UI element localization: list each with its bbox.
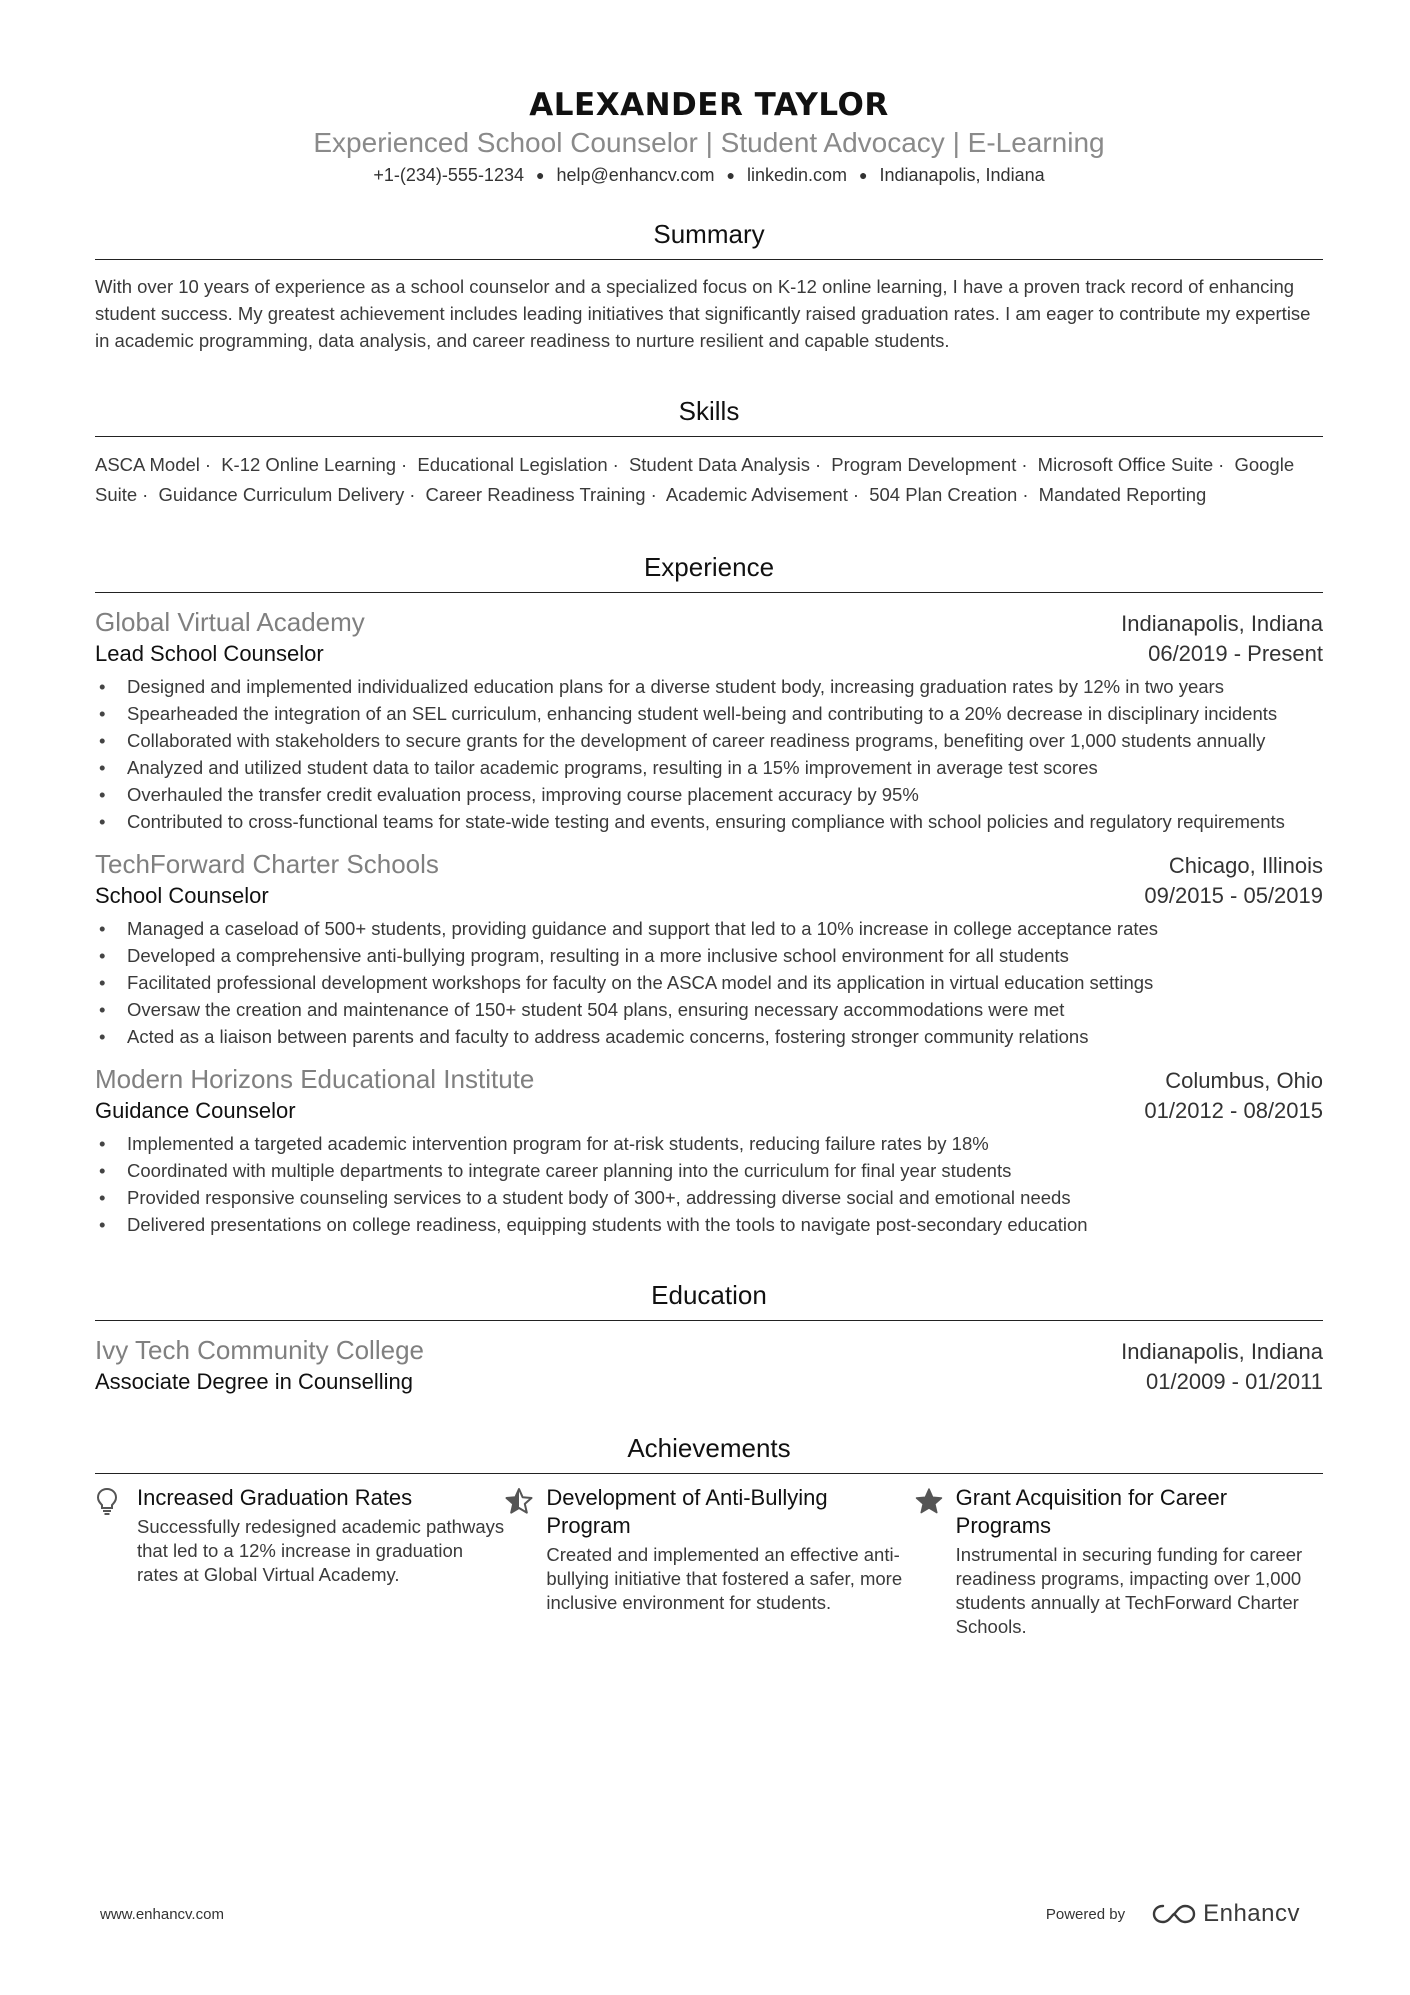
lightbulb-icon (95, 1484, 137, 1639)
education-dates: 01/2009 - 01/2011 (1146, 1369, 1323, 1394)
resume-header (95, 0, 1323, 189)
achievement-title: Increased Graduation Rates (137, 1485, 413, 1510)
list-item: • Spearheaded the integration of an SEL curriculum, enhancing student well-being and contributing to a 20% decrease in disciplinary incidents (95, 700, 1323, 727)
section-title-skills: Skills (678, 396, 740, 426)
school-location: Indianapolis, Indiana (1121, 1339, 1323, 1364)
skill-item: Student Data Analysis (628, 454, 810, 475)
contact-info (95, 162, 1323, 189)
section-title-summary: Summary (653, 219, 765, 249)
job-title: School Counselor (95, 883, 269, 908)
job-bullets (95, 1130, 1323, 1238)
achievement-title: Development of Anti-Bullying Program (546, 1485, 828, 1538)
skill-item: Guidance Curriculum Delivery (158, 484, 405, 505)
star-outline-icon (504, 1484, 546, 1639)
achievement-item (504, 1484, 913, 1639)
skill-item: Program Development (831, 454, 1017, 475)
skill-item: Career Readiness Training (425, 484, 646, 505)
contact-location: Indianapolis, Indiana (879, 165, 1045, 185)
job-location: Columbus, Ohio (1165, 1068, 1323, 1093)
achievement-item (914, 1484, 1323, 1639)
skills-list (95, 450, 1323, 510)
section-divider (95, 592, 1323, 593)
job-dates: 01/2012 - 08/2015 (1144, 1098, 1323, 1123)
skill-item: K-12 Online Learning (221, 454, 397, 475)
company-name: Global Virtual Academy (95, 607, 365, 637)
candidate-name: ALEXANDER TAYLOR (529, 87, 889, 123)
skill-item: Microsoft Office Suite (1037, 454, 1214, 475)
section-title-achievements: Achievements (627, 1433, 791, 1463)
bullet-separator: ● (859, 167, 868, 183)
list-item: • Overhauled the transfer credit evaluation process, improving course placement accuracy by 95% (95, 781, 1323, 808)
achievement-title: Grant Acquisition for Career Programs (955, 1485, 1228, 1538)
experience-section (95, 550, 1323, 1238)
skill-separator: · (1022, 484, 1029, 505)
skill-item: Google Suite (95, 454, 1295, 505)
job-location: Indianapolis, Indiana (1121, 611, 1323, 636)
list-item: • Analyzed and utilized student data to tailor academic programs, resulting in a 15% improvement in average test scores (95, 754, 1323, 781)
list-item: • Oversaw the creation and maintenance of 150+ student 504 plans, ensuring necessary accommodations were met (95, 996, 1323, 1023)
achievement-description: Created and implemented an effective anti-bullying initiative that fostered a safer, more inclusive environment for students. (546, 1544, 903, 1613)
list-item: • Contributed to cross-functional teams for state-wide testing and events, ensuring compliance with school policies and regulatory requirements (95, 808, 1323, 835)
skill-separator: · (1218, 454, 1225, 475)
footer-website-link[interactable]: www.enhancv.com (100, 1905, 224, 1923)
summary-text: With over 10 years of experience as a school counselor and a specialized focus on K-12 online learning, I have a proven track record of enhancing student success. My greatest achievement includes leading initiatives that significantly raised graduation rates. I am eager to contribute my expertise in academic programming, data analysis, and career readiness to nurture resilient and capable students. (95, 276, 1311, 351)
section-divider (95, 1473, 1323, 1474)
skill-separator: · (142, 484, 149, 505)
contact-linkedin: linkedin.com (746, 165, 847, 185)
section-divider (95, 436, 1323, 437)
job-entry (95, 847, 1323, 1050)
education-entry (95, 1333, 1323, 1397)
skill-item: Academic Advisement (665, 484, 848, 505)
section-divider (95, 259, 1323, 260)
skill-separator: · (612, 454, 619, 475)
skill-separator: · (814, 454, 822, 475)
skill-separator: · (1021, 454, 1028, 475)
skill-separator: · (401, 454, 408, 475)
list-item: • Designed and implemented individualized education plans for a diverse student body, increasing graduation rates by 12% in two years (95, 673, 1323, 700)
footer-branding (1046, 1900, 1300, 1928)
bullet-separator: ● (726, 167, 735, 183)
list-item: • Implemented a targeted academic intervention program for at-risk students, reducing failure rates by 18% (95, 1130, 1323, 1157)
skill-item: ASCA Model (95, 454, 200, 475)
list-item: • Acted as a liaison between parents and faculty to address academic concerns, fostering stronger community relations (95, 1023, 1323, 1050)
achievement-item (95, 1484, 504, 1639)
contact-email: help@enhancv.com (556, 165, 715, 185)
contact-phone: +1-(234)-555-1234 (373, 165, 524, 185)
company-name: TechForward Charter Schools (95, 849, 439, 879)
list-item: • Managed a caseload of 500+ students, providing guidance and support that led to a 10% increase in college acceptance rates (95, 915, 1323, 942)
skill-separator: · (852, 484, 860, 505)
achievement-description: Instrumental in securing funding for career readiness programs, impacting over 1,000 students annually at TechForward Charter Schools. (955, 1544, 1303, 1637)
skill-separator: · (650, 484, 657, 505)
resume-page (95, 0, 1323, 1639)
achievement-description: Successfully redesigned academic pathways that led to a 12% increase in graduation rates at Global Virtual Academy. (137, 1516, 505, 1585)
job-title: Lead School Counselor (95, 641, 324, 666)
list-item: • Delivered presentations on college readiness, equipping students with the tools to navigate post-secondary education (95, 1211, 1323, 1238)
job-entry (95, 605, 1323, 835)
star-filled-icon (914, 1484, 956, 1639)
achievements-section (95, 1431, 1323, 1639)
job-dates: 06/2019 - Present (1148, 641, 1323, 666)
powered-by-label: Powered by (1045, 1905, 1126, 1923)
skill-item: Mandated Reporting (1038, 484, 1207, 505)
list-item: • Collaborated with stakeholders to secure grants for the development of career readiness programs, benefiting over 1,000 students annually (95, 727, 1323, 754)
page-footer (100, 1900, 1300, 1928)
job-entry (95, 1062, 1323, 1238)
skill-separator: · (204, 454, 212, 475)
education-section (95, 1278, 1323, 1397)
job-title: Guidance Counselor (95, 1098, 296, 1123)
job-location: Chicago, Illinois (1168, 853, 1323, 878)
job-list (95, 605, 1323, 1238)
job-bullets (95, 915, 1323, 1050)
degree: Associate Degree in Counselling (95, 1369, 413, 1394)
job-dates: 09/2015 - 05/2019 (1144, 883, 1323, 908)
list-item: • Coordinated with multiple departments to integrate career planning into the curriculum for final year students (95, 1157, 1323, 1184)
section-title-education: Education (651, 1280, 767, 1310)
bullet-separator: ● (535, 167, 545, 183)
list-item: • Provided responsive counseling services to a student body of 300+, addressing diverse social and emotional needs (95, 1184, 1323, 1211)
skills-section (95, 394, 1323, 510)
skill-item: 504 Plan Creation (869, 484, 1018, 505)
section-title-experience: Experience (643, 552, 775, 582)
list-item: • Facilitated professional development workshops for faculty on the ASCA model and its application in virtual education settings (95, 969, 1323, 996)
enhancv-logo-icon (1151, 1902, 1197, 1926)
summary-section (95, 217, 1323, 354)
company-name: Modern Horizons Educational Institute (95, 1064, 535, 1094)
section-divider (95, 1320, 1323, 1321)
list-item: • Developed a comprehensive anti-bullying program, resulting in a more inclusive school environment for all students (95, 942, 1323, 969)
candidate-tagline: Experienced School Counselor | Student Advocacy | E-Learning (313, 127, 1105, 158)
skill-separator: · (409, 484, 416, 505)
job-bullets (95, 673, 1323, 835)
enhancv-brand-name: Enhancv (1203, 1900, 1300, 1927)
achievements-grid (95, 1484, 1323, 1639)
skill-item: Educational Legislation (417, 454, 608, 475)
school-name: Ivy Tech Community College (95, 1335, 424, 1365)
